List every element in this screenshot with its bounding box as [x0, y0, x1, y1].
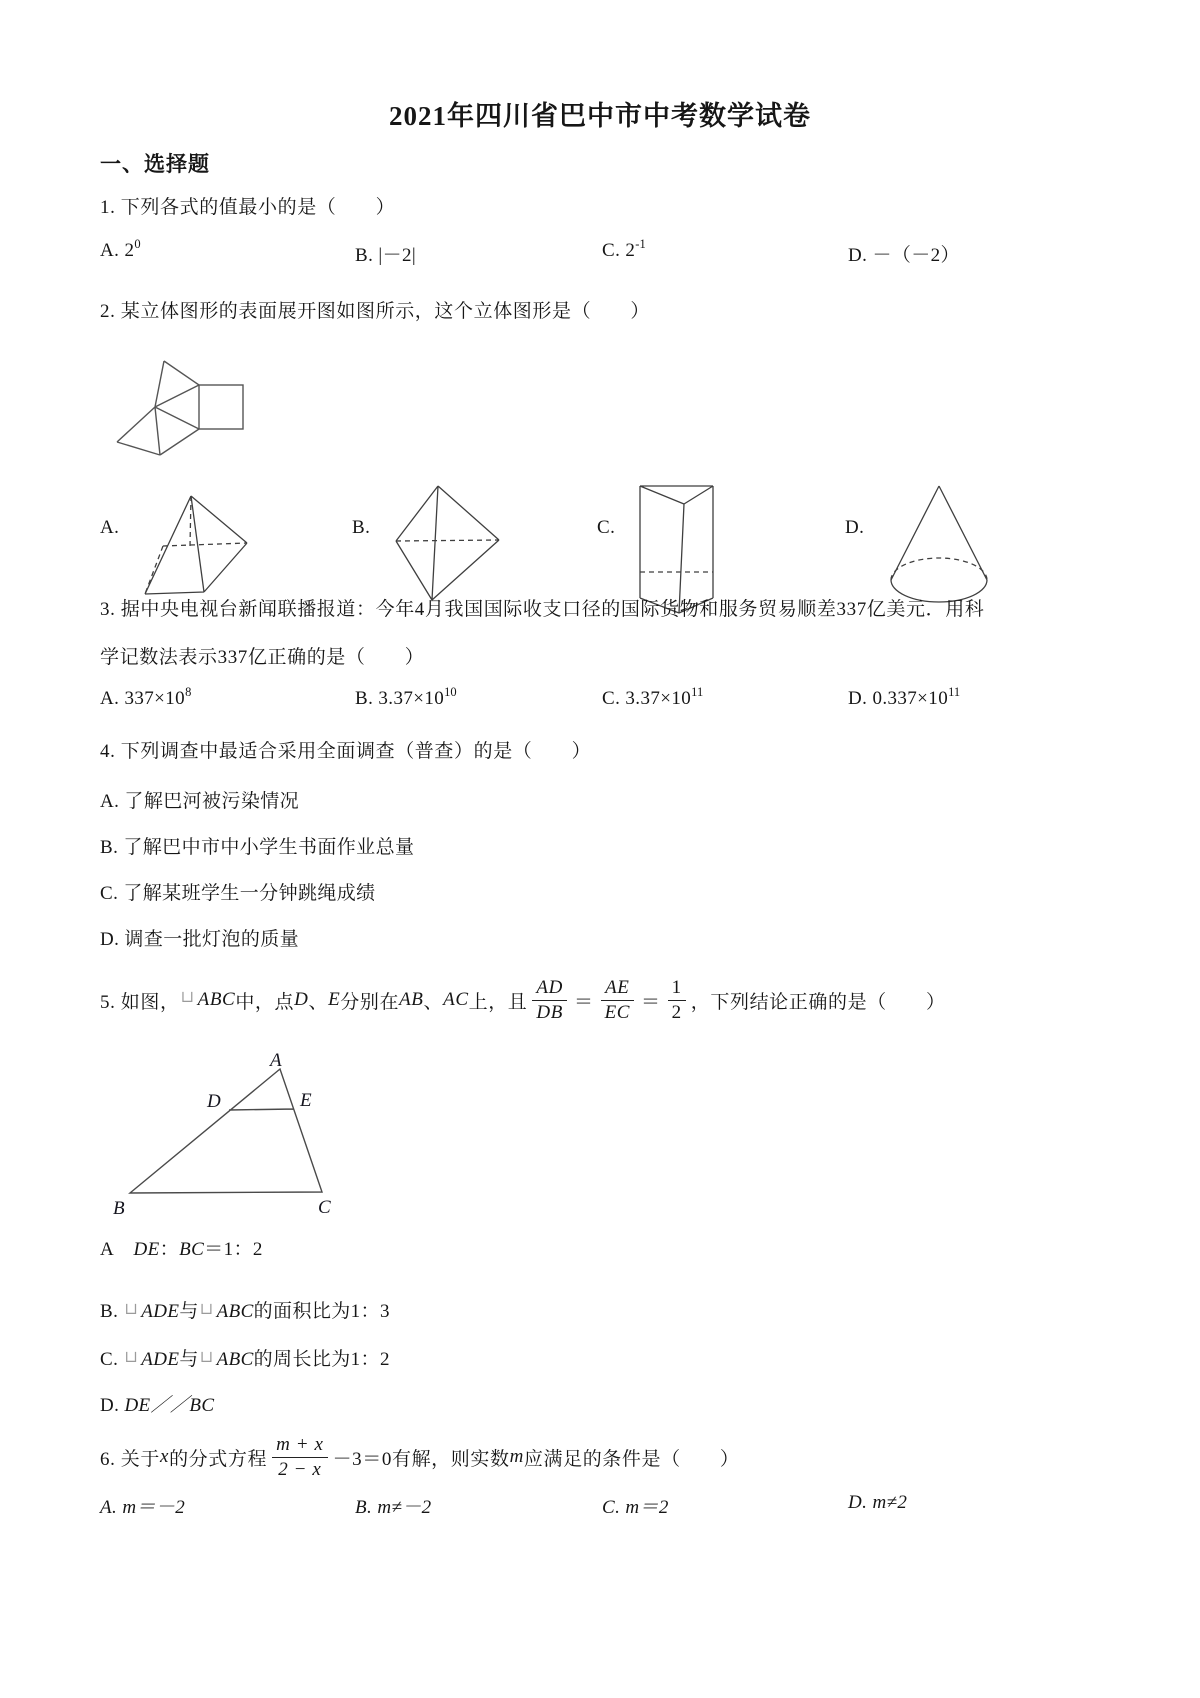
square-pyramid-figure — [145, 496, 247, 594]
q4-option-c: C. 了解某班学生一分钟跳绳成绩 — [100, 883, 376, 904]
fraction-mx-2x: $\frac{m + x}{2 - x}$ — [272, 1434, 327, 1481]
q6-option-d: D. m≠2 — [848, 1492, 908, 1513]
q5-option-c: C. ⊔ ADE与⊔ ABC的周长比为1：2 — [100, 1349, 390, 1370]
triangle-placeholder-glyph: ⊔ — [199, 1349, 214, 1366]
shape-label-d: D. — [845, 517, 865, 538]
shape-label-b: B. — [352, 517, 371, 538]
vertex-label-c: C — [318, 1197, 331, 1218]
triangle-placeholder-glyph: ⊔ — [180, 989, 195, 1006]
triangle-placeholder-glyph: ⊔ — [199, 1301, 214, 1318]
vertex-label-b: B — [113, 1198, 125, 1219]
triangle-abc-figure — [105, 1042, 350, 1220]
vertex-label-a: A — [270, 1050, 282, 1071]
shape-label-c: C. — [597, 517, 616, 538]
q3-stem-line2: 学记数法表示337亿正确的是（ ） — [100, 647, 425, 668]
q6-option-c: C. m＝2 — [602, 1497, 669, 1518]
q3-option-b: B. $3.37\times 10^{10}$ — [355, 685, 457, 709]
q2-stem: 2. 某立体图形的表面展开图如图所示，这个立体图形是（ ） — [100, 301, 651, 322]
q3-option-d: D. $0.337\times 10^{11}$ — [848, 685, 961, 709]
shape-label-a: A. — [100, 517, 120, 538]
q6-option-b: B. m≠－2 — [355, 1497, 432, 1518]
triangle-placeholder-glyph: ⊔ — [124, 1349, 139, 1366]
triangle-placeholder-glyph: ⊔ — [124, 1301, 139, 1318]
q1-option-d: D. －（－2） — [848, 245, 960, 266]
section-heading: 一、选择题 — [100, 152, 210, 176]
q1-option-c: C. $2^{-1}$ — [602, 237, 646, 261]
q3-option-a: A. $337\times 10^8$ — [100, 685, 192, 709]
fraction-ad-db: $\frac{AD}{DB}$ — [532, 977, 567, 1024]
q4-option-a: A. 了解巴河被污染情况 — [100, 791, 300, 812]
fraction-ae-ec: $\frac{AE}{EC}$ — [601, 977, 634, 1024]
q1-stem: 1. 下列各式的值最小的是（ ） — [100, 197, 396, 218]
vertex-label-e: E — [300, 1090, 312, 1111]
tetrahedron-figure — [396, 486, 499, 600]
q3-option-c: C. $3.37\times 10^{11}$ — [602, 685, 704, 709]
q5-option-b: B. ⊔ ADE与⊔ ABC的面积比为1：3 — [100, 1301, 390, 1322]
page-title: 2021年四川省巴中市中考数学试卷 — [389, 101, 811, 131]
q3-stem-line1: 3. 据中央电视台新闻联播报道：今年4月我国国际收支口径的国际货物和服务贸易顺差337亿美元．用科 — [100, 599, 985, 620]
q6-stem: 6. 关于 x 的分式方程 $\frac{m + x}{2 - x}$ －3＝0有解，则实数 m 应满足的条件是（ ） — [100, 1433, 740, 1480]
q5-stem: 5. 如图， ⊔ ABC 中，点 D 、 E 分别在 AB 、 AC 上，且 $\frac{AD}{DB}$ ＝ $\frac{AE}{EC}$ ＝ $\frac{1}{2}$ ，下列结论正确的是（ ） — [100, 976, 946, 1023]
q4-option-d: D. 调查一批灯泡的质量 — [100, 929, 300, 950]
q1-option-a: A. $2^0$ — [100, 237, 141, 261]
cone-figure — [891, 486, 987, 602]
triangle-vertex-labels — [113, 1050, 331, 1219]
triangle-lines — [130, 1069, 322, 1193]
fraction-one-half: $\frac{1}{2}$ — [668, 977, 686, 1024]
q1-option-b: B. |－2| — [355, 245, 417, 266]
q5-option-a: A DE：BC＝1：2 — [100, 1239, 263, 1260]
q5-option-d: D. DE／／BC — [100, 1395, 215, 1416]
vertex-label-d: D — [207, 1091, 221, 1112]
q4-stem: 4. 下列调查中最适合采用全面调查（普查）的是（ ） — [100, 741, 592, 762]
q4-option-b: B. 了解巴中市中小学生书面作业总量 — [100, 837, 415, 858]
q6-option-a: A. m＝－2 — [100, 1497, 186, 1518]
